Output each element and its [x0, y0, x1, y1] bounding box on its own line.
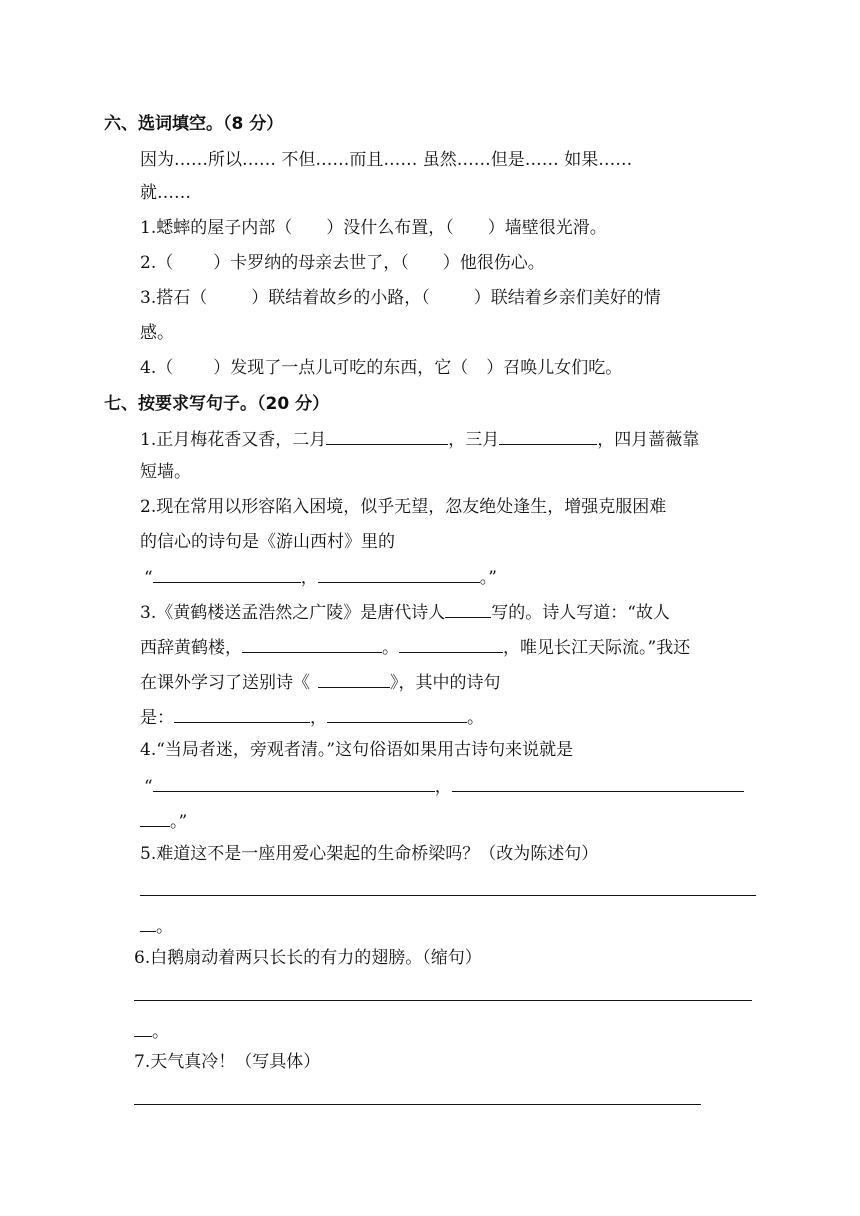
- q3-text-g: 是：: [140, 708, 174, 728]
- q3-text-c: 西辞黄鹤楼，: [140, 638, 242, 658]
- s6-question-3: [140, 286, 661, 310]
- q3-text-b: ）联结着故乡的小路，（: [251, 288, 430, 308]
- q3-text-e: 在课外学习了送别诗《: [140, 673, 310, 693]
- s6-question-3-continued: 感。: [140, 323, 174, 343]
- q1-text-a: 1.蟋蟀的屋子内部（: [140, 218, 293, 238]
- answer-blank[interactable]: [140, 913, 156, 932]
- q1-text-c: ）墙壁很光滑。: [487, 218, 607, 238]
- q4-text-c: ）召唤儿女们吃。: [486, 358, 623, 378]
- q2-text-c: ）他很伤心。: [442, 253, 545, 273]
- answer-blank[interactable]: [399, 634, 503, 653]
- comma: ，: [310, 708, 327, 728]
- answer-blank[interactable]: [452, 773, 744, 792]
- s7-question-4: 4.“当局者迷，旁观者清。”这句俗语如果用古诗句来说就是: [140, 740, 574, 760]
- q4-text-b: ）发现了一点儿可吃的东西，它（: [213, 358, 469, 378]
- answer-blank[interactable]: [326, 426, 448, 445]
- answer-line[interactable]: [134, 1104, 701, 1105]
- q2-text-a: 2.（: [140, 253, 174, 273]
- s6-question-1: [140, 216, 607, 240]
- s6-question-2: [140, 251, 545, 275]
- section-6-heading: 六、选词填空。（8 分）: [104, 114, 284, 134]
- answer-blank[interactable]: [318, 669, 390, 688]
- answer-blank[interactable]: [499, 426, 597, 445]
- q1-text-c: ，四月蔷薇靠: [597, 430, 700, 450]
- answer-line[interactable]: [140, 895, 756, 896]
- close-quote: 。”: [170, 812, 188, 832]
- q3-text-c: ）联结着乡亲们美好的情: [473, 288, 661, 308]
- answer-blank[interactable]: [134, 1018, 152, 1037]
- comma: ，: [434, 777, 452, 797]
- s7-question-7: 7.天气真冷！（写具体）: [134, 1052, 321, 1072]
- s7-question-5: 5.难道这不是一座用爱心架起的生命桥梁吗？（改为陈述句）: [140, 844, 599, 864]
- s7-question-2: 2.现在常用以形容陷入困境，似乎无望，忽友绝处逢生，增强克服困难: [140, 497, 667, 517]
- s6-question-4: [140, 356, 622, 380]
- s7-question-3-line4: [140, 704, 484, 730]
- answer-line[interactable]: [134, 1000, 752, 1001]
- s7-question-6: 6.白鹅扇动着两只长长的有力的翅膀。（缩句）: [134, 948, 482, 968]
- answer-blank[interactable]: [242, 634, 382, 653]
- s7-question-1-continued: 短墙。: [140, 462, 191, 482]
- s7-question-6-end: [134, 1018, 169, 1044]
- period: 。: [156, 917, 173, 937]
- q1-text-a: 1.正月梅花香又香，二月: [140, 430, 327, 450]
- q3-text-b: 写的。诗人写道：“故人: [491, 603, 670, 623]
- open-quote: “: [144, 777, 153, 797]
- answer-blank[interactable]: [318, 564, 480, 583]
- section-7-heading: 七、按要求写句子。（20 分）: [104, 394, 330, 414]
- comma: ，: [300, 568, 318, 588]
- s7-question-4-end: [140, 808, 187, 834]
- answer-blank[interactable]: [327, 704, 467, 723]
- q1-text-b: ，三月: [448, 430, 500, 450]
- period: 。: [382, 638, 399, 658]
- s7-question-2-answers: [144, 564, 497, 590]
- s7-question-5-end: [140, 913, 173, 939]
- s7-question-1: [140, 426, 699, 452]
- s7-question-3: [140, 599, 670, 625]
- answer-blank[interactable]: [174, 704, 310, 723]
- word-options: 因为……所以…… 不但……而且…… 虽然……但是…… 如果……: [140, 150, 633, 170]
- period: 。: [467, 708, 484, 728]
- period: 。: [152, 1022, 169, 1042]
- s7-question-2-continued: 的信心的诗句是《游山西村》里的: [140, 532, 395, 552]
- q3-text-d: ，唯见长江天际流。”我还: [503, 638, 691, 658]
- answer-blank[interactable]: [153, 564, 301, 583]
- answer-blank[interactable]: [153, 773, 435, 792]
- q3-text-f: 》，其中的诗句: [390, 673, 501, 693]
- q3-text-a: 3.《黄鹤楼送孟浩然之广陵》是唐代诗人: [140, 603, 446, 623]
- answer-blank[interactable]: [445, 599, 491, 618]
- open-quote: “: [144, 568, 153, 588]
- q4-text-a: 4.（: [140, 358, 174, 378]
- q2-text-b: ）卡罗纳的母亲去世了，（: [213, 253, 409, 273]
- q1-text-b: ）没什么布置，（: [326, 218, 454, 238]
- s7-question-3-line2: [140, 634, 690, 660]
- s7-question-3-line3: [140, 669, 501, 695]
- word-options-continued: 就……: [140, 183, 191, 203]
- close-quote: 。”: [479, 568, 497, 588]
- q3-text-a: 3.搭石（: [140, 288, 208, 308]
- s7-question-4-answers: [144, 773, 744, 799]
- answer-blank[interactable]: [140, 808, 170, 827]
